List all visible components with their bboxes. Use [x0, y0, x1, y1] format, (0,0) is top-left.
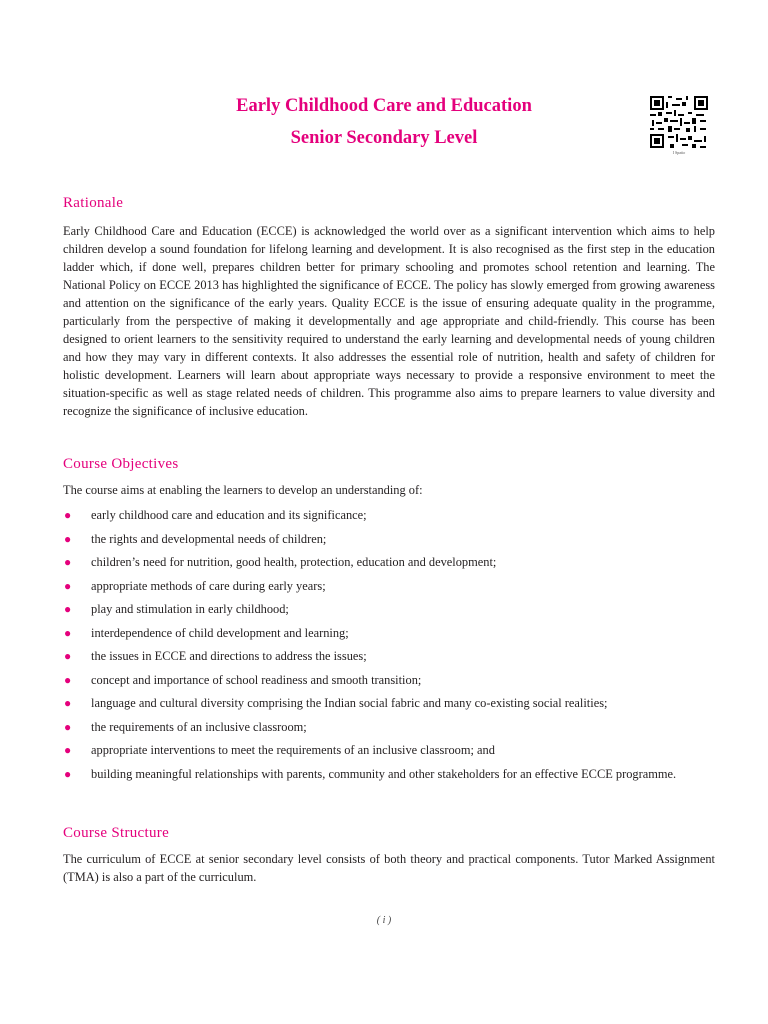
bullet-icon: ●	[64, 743, 72, 757]
bullet-icon: ●	[64, 555, 72, 569]
list-item	[63, 624, 715, 642]
list-item	[63, 530, 715, 548]
qr-caption: I Spatio	[672, 150, 686, 155]
list-item	[63, 506, 715, 524]
list-item	[63, 765, 715, 783]
list-item-text: the rights and developmental needs of children;	[91, 531, 327, 546]
objectives-intro: The course aims at enabling the learners to develop an understanding of:	[63, 483, 423, 497]
list-item-text: children’s need for nutrition, good health, protection, education and development;	[91, 555, 497, 569]
bullet-icon: ●	[64, 719, 72, 734]
list-item-text: the issues in ECCE and directions to address the issues;	[91, 649, 367, 663]
rationale-paragraph: Early Childhood Care and Education (ECCE) is acknowledged the world over as a significant intervention which aims to help children develop a sound foundation for lifelong learning and development. It is also recognised as the first step in the education ladder which, if done well, prepares children better for primary schooling and promotes school retention and learning. The National Policy on ECCE 2013 has highlighted the significance of ECCE. The policy has slowly emerged from growing awareness and attention on the significance of the early years. Quality ECCE is the issue of ensuring adequate quality in the programme, particularly from the perspective of making it developmentally and age appropriate and child-friendly. This course has been designed to orient learners to the sensitivity required to understand the early learning and developmental needs of young children and how they may vary in different contexts. It also addresses the essential role of nutrition, health and safety of children for holistic development. Learners will learn about appropriate ways necessary to provide a responsive environment to meet the situation-specific as well as stage related needs of children. This programme also aims to prepare learners to value diversity and recognize the significance of inclusive education.	[63, 224, 715, 418]
list-item	[63, 741, 715, 759]
list-item	[63, 577, 715, 595]
document-subtitle: Senior Secondary Level	[290, 128, 478, 148]
list-item	[63, 600, 715, 618]
bullet-icon: ●	[64, 625, 72, 640]
list-item-text: building meaningful relationships with parents, community and other stakeholders for an effective ECCE programme.	[91, 766, 677, 781]
list-item-text: interdependence of child development and learning;	[91, 625, 349, 640]
list-item	[63, 647, 715, 665]
document-title: Early Childhood Care and Education	[236, 96, 532, 116]
list-item-text: play and stimulation in early childhood;	[91, 602, 289, 616]
list-item	[63, 718, 715, 736]
bullet-icon: ●	[64, 672, 72, 687]
bullet-icon: ●	[64, 602, 72, 616]
list-item-text: early childhood care and education and its significance;	[91, 508, 367, 522]
list-item	[63, 671, 715, 689]
list-item-text: appropriate interventions to meet the requirements of an inclusive classroom; and	[91, 743, 495, 757]
list-item-text: appropriate methods of care during early years;	[91, 578, 326, 593]
bullet-icon: ●	[64, 578, 72, 593]
list-item	[63, 553, 715, 571]
course-structure-heading: Course Structure	[63, 825, 170, 841]
bullet-icon: ●	[64, 649, 72, 663]
list-item-text: concept and importance of school readiness and smooth transition;	[91, 672, 422, 687]
course-objectives-heading: Course Objectives	[63, 456, 179, 472]
list-item-text: language and cultural diversity comprising the Indian social fabric and many co-existing social realities;	[91, 696, 608, 710]
qr-code	[650, 96, 708, 148]
list-item-text: the requirements of an inclusive classroom;	[91, 719, 307, 734]
page-number: ( i )	[376, 915, 392, 926]
bullet-icon: ●	[64, 508, 72, 522]
course-structure-paragraph: The curriculum of ECCE at senior secondary level consists of both theory and practical components. Tutor Marked Assignment (TMA) is also a part of the curriculum.	[63, 852, 715, 884]
list-item	[63, 694, 715, 712]
bullet-icon: ●	[64, 696, 72, 710]
objectives-list	[63, 506, 715, 788]
bullet-icon: ●	[64, 766, 72, 781]
bullet-icon: ●	[64, 531, 72, 546]
rationale-heading: Rationale	[63, 195, 124, 211]
